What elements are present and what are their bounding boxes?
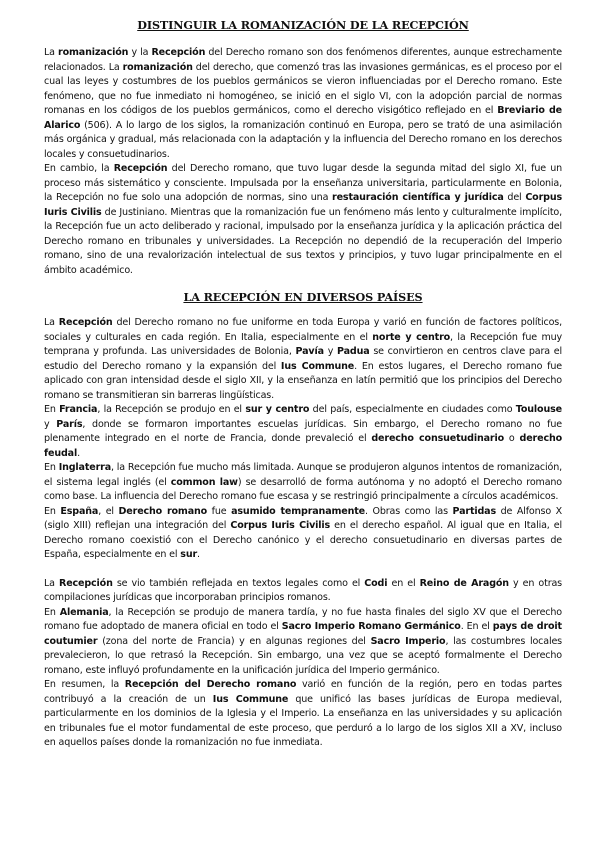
bold-term: Recepción del Derecho romano <box>124 679 297 690</box>
text-run: , el <box>98 505 119 517</box>
section-title-paises: LA RECEPCIÓN EN DIVERSOS PAÍSES <box>183 290 423 304</box>
text-run: , donde se formaron importantes escuelas jurídicas. Sin embargo, el Derecho romano no fue plenamente integrado en el norte de Francia, donde prevaleció el <box>44 418 562 444</box>
text-run: . <box>197 549 200 560</box>
text-run: . En el <box>460 621 493 632</box>
bold-term: restauración científica y jurídica <box>332 192 504 203</box>
bold-term: Reino de Aragón <box>419 577 509 589</box>
text-run: se convirtieron en centros clave para el estudio del Derecho romano y la expansión del <box>44 346 562 372</box>
paragraph <box>44 577 562 606</box>
text-run: En <box>44 505 61 517</box>
bold-term: pays de droit coutumier <box>44 621 562 647</box>
text-run: en el derecho español. Al igual que en Italia, el Derecho romano coexistió con el Derecho canónico y el derecho consuetudinario en diversas partes de España, especialmente en el <box>44 520 563 560</box>
bold-term: romanización <box>58 47 129 58</box>
section-title-romanizacion: DISTINGUIR LA ROMANIZACIÓN DE LA RECEPCIÓN <box>137 18 469 32</box>
bold-term: sur y centro <box>245 404 310 415</box>
paragraph <box>44 162 562 278</box>
paragraph <box>44 606 562 679</box>
text-run: (zona del norte de Francia) y en algunas regiones del <box>97 635 371 647</box>
bold-term: Padua <box>337 346 370 357</box>
text-run: La <box>44 577 59 589</box>
text-run: del país, especialmente en ciudades como <box>309 404 516 415</box>
bold-term: Ius Commune <box>212 693 289 705</box>
text-run: . En estos lugares, el Derecho romano fue aplicado con gran intensidad desde el siglo XII, y la enseñanza en latín permitió que los principios del Derecho romano se transmitieran sin barreras lingüísticas. <box>44 360 562 401</box>
text-run: y la <box>128 47 152 58</box>
bold-term: Francia <box>59 404 98 415</box>
paragraph <box>44 505 562 563</box>
bold-term: Codi <box>364 577 388 589</box>
bold-term: Recepción <box>58 317 113 328</box>
bold-term: Recepción <box>113 163 168 174</box>
bold-term: norte y centro <box>372 331 451 343</box>
bold-term: Alemania <box>59 606 109 618</box>
text-run: En <box>44 462 59 473</box>
paragraph <box>44 678 562 751</box>
text-run: La <box>44 317 59 328</box>
text-run: , la Recepción fue mucho más limitada. Aunque se produjeron algunos intentos de romanización, el sistema legal inglés (el <box>44 462 562 488</box>
bold-term: París <box>56 418 83 430</box>
text-run: En <box>44 606 60 618</box>
bold-term: Ius Commune <box>280 360 355 372</box>
bold-term: Recepción <box>59 577 113 589</box>
text-run: ) se desarrolló de forma autónoma y no adoptó el Derecho romano como base. La influencia del Derecho romano fue escasa y se restringió principalmente a círculos académicos. <box>44 476 562 502</box>
bold-term: asumido tempranamente <box>231 505 365 517</box>
text-run: La <box>44 47 59 58</box>
bold-term: Corpus Iuris Civilis <box>230 520 331 531</box>
text-run: de Alfonso X (siglo XIII) reflejan una integración del <box>44 505 563 531</box>
paragraph <box>44 316 562 403</box>
text-run: . Obras como las <box>365 505 453 517</box>
bold-term: Breviario de Alarico <box>44 105 562 131</box>
text-run: o <box>504 433 520 444</box>
bold-term: sur <box>180 549 198 560</box>
bold-term: Inglaterra <box>58 462 111 473</box>
text-run: En cambio, la <box>44 163 114 174</box>
bold-term: romanización <box>122 61 193 73</box>
text-run: fue <box>207 505 232 517</box>
text-run: , la Recepción se produjo de manera tardía, y no fue hasta finales del siglo XV que el Derecho romano fue adoptado de manera oficial en todo el <box>44 606 562 632</box>
text-run: En <box>44 404 60 415</box>
text-run: y <box>323 346 338 357</box>
text-run: se vio también reflejada en textos legales como el <box>112 577 365 589</box>
text-run: del derecho, que comenzó tras las invasiones germánicas, es el proceso por el cual las leyes y costumbres de los pueblos germánicos se vieron influenciadas por el Derecho romano. Este fenómeno, que no fue inmediato ni homogéneo, se inició en el siglo VI, con la adopción parcial de normas romanas en los códigos de los pueblos germánicos, como el derecho visigótico reflejado en el <box>44 61 562 116</box>
bold-term: Corpus Iuris Civilis <box>44 192 562 218</box>
paragraph <box>44 46 562 162</box>
bold-term: Derecho romano <box>118 505 208 517</box>
bold-term: derecho feudal <box>44 433 563 459</box>
text-run: En resumen, la <box>44 679 125 690</box>
paragraph <box>44 403 562 461</box>
text-run: , las costumbres locales prevalecieron, lo que retrasó la Recepción. Sin embargo, una vez que se aceptó formalmente el Derecho romano, este influyó profundamente en la unificación jurídica del Imperio germánico. <box>44 635 562 676</box>
bold-term: derecho consuetudinario <box>371 433 505 444</box>
text-run: , la Recepción fue muy temprana y profunda. Las universidades de Bolonia, <box>44 331 563 357</box>
text-run: del <box>503 192 526 203</box>
bold-term: Partidas <box>452 505 496 517</box>
text-run: y <box>44 418 57 430</box>
bold-term: Recepción <box>151 47 206 58</box>
bold-term: Sacro Imperio Romano Germánico <box>281 621 461 632</box>
text-run: del Derecho romano, que tuvo lugar desde la segunda mitad del siglo XI, fue un proceso más sistemático y consciente. Impulsada por la enseñanza universitaria, particularmente en Bolonia, la Recepción no fue solo una adopción de normas, sino una <box>44 163 562 203</box>
bold-term: Toulouse <box>515 404 562 415</box>
text-run: y en otras compilaciones jurídicas que incorporaban principios romanos. <box>44 577 562 603</box>
text-run: , la Recepción se produjo en el <box>97 404 246 415</box>
bold-term: España <box>60 505 99 517</box>
text-run: . <box>77 447 80 459</box>
text-run: que unificó las bases jurídicas de Europa medieval, particularmente en los dominios de la Iglesia y el Imperio. La enseñanza en las universidades y su aplicación en tribunales fue el motor fundamental de este proceso, que perduró a lo largo de los siglos XII a XV, incluso en aquellos países donde la romanización no fue inmediata. <box>44 693 562 748</box>
text-run: de Justiniano. Mientras que la romanización fue un fenómeno más lento y culturalmente implícito, la Recepción fue un acto deliberado y racional, impulsado por la enseñanza jurídica y la aplicación práctica del Derecho romano en tribunales y universidades. La Recepción no dependió de la recuperación del Imperio romano, sino de una revalorización intelectual de sus textos y principios, y tuvo lugar principalmente en el ámbito académico. <box>44 206 563 276</box>
text-run: del Derecho romano son dos fenómenos diferentes, aunque estrechamente relacionados. La <box>44 47 562 73</box>
bold-term: Pavía <box>295 346 324 357</box>
bold-term: common law <box>170 476 238 488</box>
text-run: del Derecho romano no fue uniforme en toda Europa y varió en función de factores políticos, sociales y culturales en cada región. En Italia, especialmente en el <box>44 317 562 343</box>
bold-term: Sacro Imperio <box>370 635 446 647</box>
text-run: varió en función de la región, pero en todas partes contribuyó a la creación de un <box>44 679 563 705</box>
paragraph <box>44 461 562 505</box>
text-run: en el <box>387 577 420 589</box>
text-run: (506). A lo largo de los siglos, la romanización continuó en Europa, pero se trató de una asimilación más orgánica y gradual, más relacionada con la adaptación y la influencia del Derecho romano en los derechos locales y consuetudinarios. <box>44 119 562 160</box>
